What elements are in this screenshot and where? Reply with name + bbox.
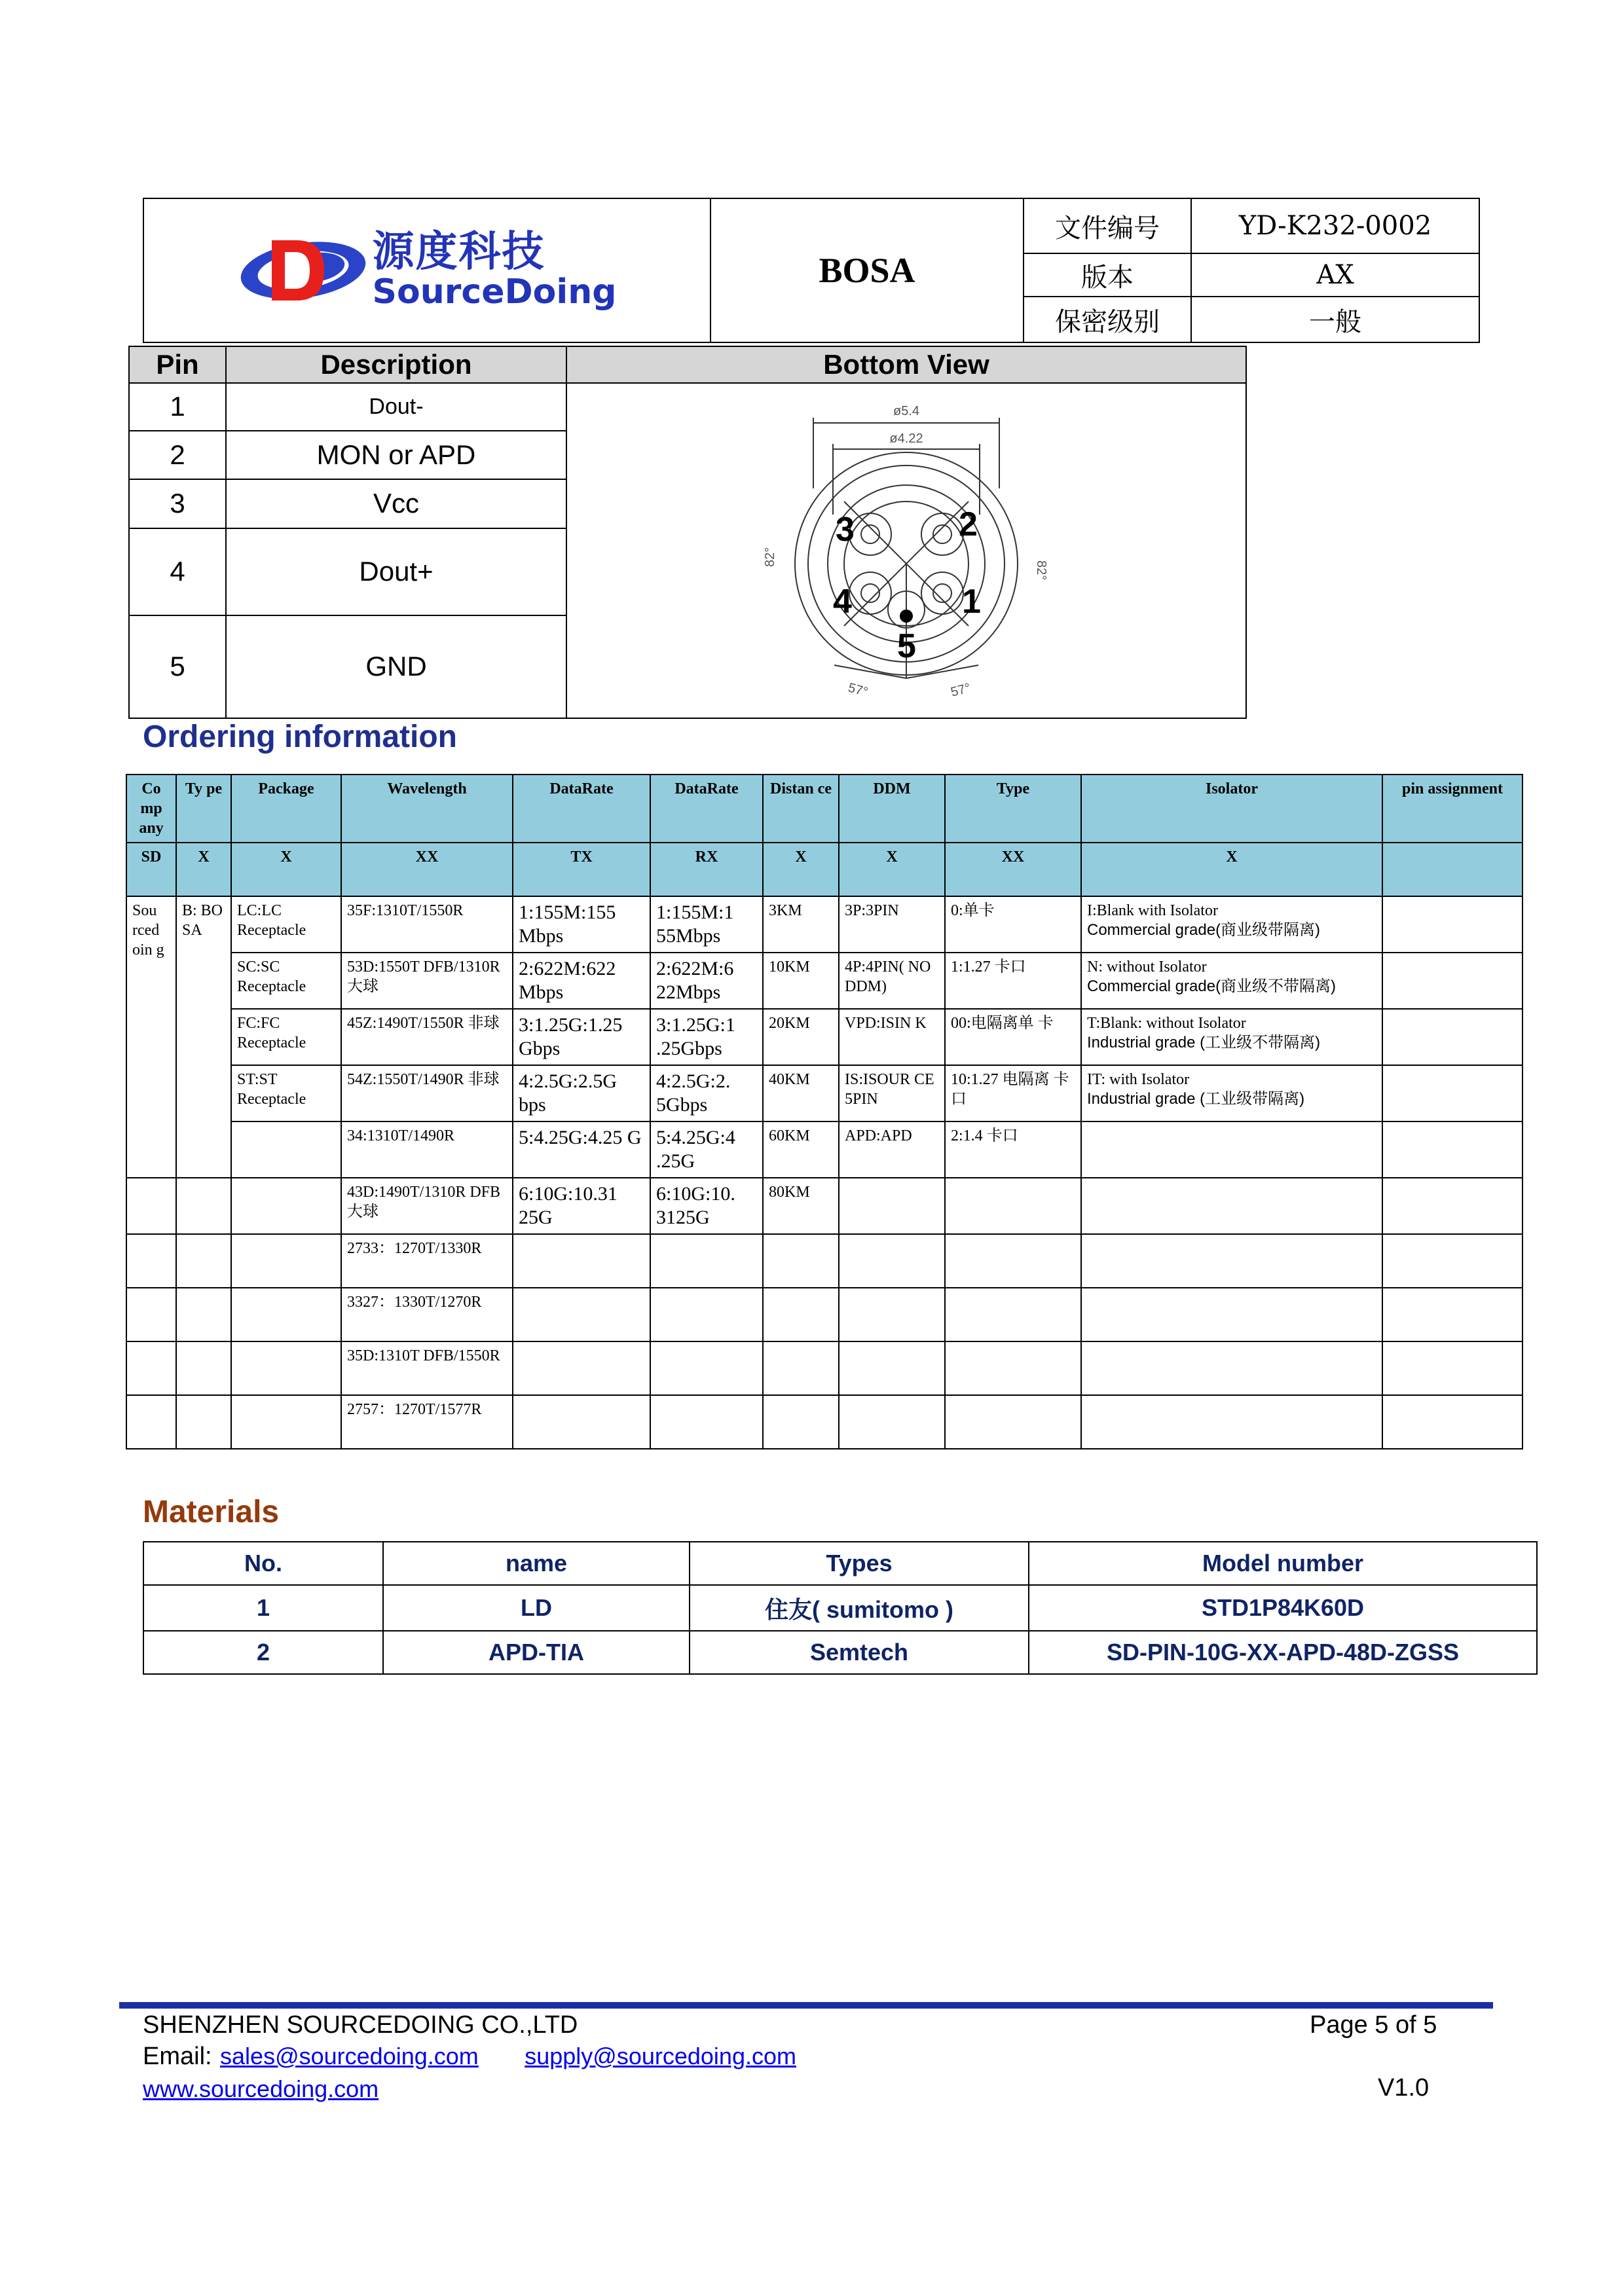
pin-1-circle [921,572,963,614]
table-row [126,1065,1522,1121]
type-cell: B: BO SA [176,896,231,1178]
description-header: Description [226,346,566,383]
table-row [126,896,1522,953]
version-label: 版本 [1024,253,1191,297]
package-cell: ST:ST Receptacle [231,1065,341,1121]
isolator-cell [1081,953,1382,1009]
pin-description: Dout- [226,383,566,431]
pin-number: 3 [129,479,226,528]
bottom-view-diagram [762,384,1050,718]
footer-divider [119,2002,1493,2009]
ddm-cell: 3P:3PIN [839,896,945,953]
pin-assignment-cell [1382,896,1522,953]
type2-cell: 2:1.4 卡口 [945,1121,1081,1178]
pin-header: Pin [129,346,226,383]
footer-email-line [143,2043,796,2071]
order-code-company: SD [126,843,176,896]
order-header-isolator: Isolator [1081,774,1382,843]
package-cell: FC:FC Receptacle [231,1009,341,1065]
rx-cell: 5:4.25G:4 .25G [650,1121,763,1178]
order-header-ddm: DDM [839,774,945,843]
wavelength-cell: 45Z:1490T/1550R 非球 [341,1009,513,1065]
pin-label-1: 1 [962,583,981,621]
doc-number-label: 文件编号 [1024,198,1191,253]
distance-cell: 20KM [763,1009,839,1065]
pin-description: Dout+ [226,528,566,615]
pin-table [128,346,1247,719]
ddm-cell: IS:ISOUR CE 5PIN [839,1065,945,1121]
sourcedoing-logo-icon [238,225,369,316]
pin-number: 1 [129,383,226,431]
material-types: Semtech [690,1631,1029,1674]
table-row [126,1234,1522,1288]
pin-number: 5 [129,615,226,718]
angle-right-label: 82° [1034,560,1048,581]
rx-cell: 2:622M:6 22Mbps [650,953,763,1009]
package-cell: SC:SC Receptacle [231,953,341,1009]
materials-header-model: Model number [1029,1542,1537,1585]
pin-assignment-cell [1382,1009,1522,1065]
logo-cell [143,198,710,342]
type2-cell: 10:1.27 电隔离 卡口 [945,1065,1081,1121]
isolator-line-1: N: without Isolator [1087,958,1207,975]
order-code-pin [1382,843,1522,896]
pin-label-5: 5 [897,627,916,665]
wavelength-cell: 35F:1310T/1550R [341,896,513,953]
order-header-type: Ty pe [176,774,231,843]
pin-description: MON or APD [226,431,566,480]
ddm-cell: APD:APD [839,1121,945,1178]
pin-number: 2 [129,431,226,480]
sales-email-link[interactable]: sales@sourcedoing.com [220,2043,479,2069]
rx-cell: 3:1.25G:1 .25Gbps [650,1009,763,1065]
isolator-cell [1081,896,1382,953]
pin-number: 4 [129,528,226,615]
table-row [143,1631,1537,1674]
distance-cell: 3KM [763,896,839,953]
distance-cell: 10KM [763,953,839,1009]
order-code-type2: XX [945,843,1081,896]
footer-email-label: Email: [143,2043,212,2070]
materials-title: Materials [143,1495,280,1529]
order-code-rx: RX [650,843,763,896]
distance-cell: 60KM [763,1121,839,1178]
materials-header-types: Types [690,1542,1029,1585]
isolator-cell [1081,1009,1382,1065]
tx-cell: 6:10G:10.31 25G [513,1178,650,1234]
logo-chinese-text: 源度科技 [372,228,545,277]
ordering-title: Ordering information [143,720,457,754]
order-header-package: Package [231,774,341,843]
isolator-line-2: Industrial grade (工业级不带隔离) [1087,1034,1321,1051]
wavelength-cell: 3327：1330T/1270R [341,1288,513,1341]
tx-cell: 2:622M:622 Mbps [513,953,650,1009]
order-header-company: Co mp any [126,774,176,843]
bottom-view-cell [566,383,1246,718]
distance-cell: 80KM [763,1178,839,1234]
pin-4-circle [849,572,891,614]
bottom-view-header: Bottom View [566,346,1246,383]
angle-bottom-right-label: 57° [949,680,972,700]
type2-cell: 1:1.27 卡口 [945,953,1081,1009]
distance-cell: 40KM [763,1065,839,1121]
footer-company: SHENZHEN SOURCEDOING CO.,LTD [143,2011,578,2039]
version-value: AX [1191,253,1479,297]
material-no: 2 [143,1631,383,1674]
pin-description: GND [226,615,566,718]
isolator-line-2: Commercial grade(商业级带隔离) [1087,921,1321,939]
type2-cell: 00:电隔离单 卡 [945,1009,1081,1065]
order-code-tx: TX [513,843,650,896]
order-code-type: X [176,843,231,896]
materials-header-no: No. [143,1542,383,1585]
company-cell: Sou rced oin g [126,896,176,1178]
table-row [126,1178,1522,1234]
doc-number-value: YD-K232-0002 [1191,198,1479,253]
tx-cell: 3:1.25G:1.25 Gbps [513,1009,650,1065]
pin-label-3: 3 [836,511,855,549]
isolator-line-2: Industrial grade (工业级带隔离) [1087,1090,1305,1108]
wavelength-cell: 53D:1550T DFB/1310R 大球 [341,953,513,1009]
pin-label-2: 2 [959,505,978,543]
materials-header-name: name [383,1542,690,1585]
order-header-type2: Type [945,774,1081,843]
order-code-distance: X [763,843,839,896]
pin-description: Vcc [226,479,566,528]
order-code-wavelength: XX [341,843,513,896]
order-code-package: X [231,843,341,896]
table-row [126,953,1522,1009]
dim-inner-label: ø4.22 [889,431,923,446]
order-code-isolator: X [1081,843,1382,896]
order-header-pin-assignment: pin assignment [1382,774,1522,843]
website-link[interactable]: www.sourcedoing.com [143,2075,379,2102]
pin-assignment-cell [1382,1065,1522,1121]
logo-english-text: SourceDoing [372,272,617,312]
table-row [126,1121,1522,1178]
isolator-cell [1081,1121,1382,1178]
order-header-distance: Distan ce [763,774,839,843]
package-cell [231,1121,341,1178]
order-header-datarate-tx: DataRate [513,774,650,843]
rx-cell: 1:155M:1 55Mbps [650,896,763,953]
isolator-line-1: T:Blank: without Isolator [1087,1015,1246,1032]
ddm-cell: VPD:ISIN K [839,1009,945,1065]
rx-cell: 4:2.5G:2. 5Gbps [650,1065,763,1121]
footer-version: V1.0 [1378,2074,1430,2102]
product-name: BOSA [710,198,1024,342]
order-header-datarate-rx: DataRate [650,774,763,843]
pin-2-circle [921,513,963,555]
tx-cell: 5:4.25G:4.25 G [513,1121,650,1178]
wavelength-cell: 34:1310T/1490R [341,1121,513,1178]
tx-cell: 4:2.5G:2.5G bps [513,1065,650,1121]
wavelength-cell: 2757：1270T/1577R [341,1395,513,1449]
materials-table [143,1541,1538,1675]
material-name: APD-TIA [383,1631,690,1674]
table-row [126,1341,1522,1395]
material-model: SD-PIN-10G-XX-APD-48D-ZGSS [1029,1631,1537,1674]
dim-outer-label: ø5.4 [893,404,920,418]
isolator-line-1: I:Blank with Isolator [1087,902,1218,919]
angle-bottom-left-label: 57° [846,680,870,700]
wavelength-cell: 54Z:1550T/1490R 非球 [341,1065,513,1121]
order-header-wavelength: Wavelength [341,774,513,843]
document-header [143,198,1480,343]
wavelength-cell: 43D:1490T/1310R DFB 大球 [341,1178,513,1234]
rx-cell: 6:10G:10. 3125G [650,1178,763,1234]
pin-5-dot [900,610,913,623]
material-no: 1 [143,1585,383,1631]
pin-label-4: 4 [833,583,852,621]
supply-email-link[interactable]: supply@sourcedoing.com [525,2043,796,2069]
pin-assignment-cell [1382,953,1522,1009]
footer-page-number: Page 5 of 5 [1310,2011,1437,2039]
table-row [126,1395,1522,1449]
package-cell: LC:LC Receptacle [231,896,341,953]
security-label: 保密级别 [1024,297,1191,342]
angle-left-label: 82° [763,547,777,567]
material-types: 住友( sumitomo ) [690,1585,1029,1631]
table-row [143,1585,1537,1631]
isolator-cell [1081,1065,1382,1121]
pin-3-circle [849,513,891,555]
table-row [126,1288,1522,1341]
type2-cell: 0:单卡 [945,896,1081,953]
material-name: LD [383,1585,690,1631]
ordering-table [126,774,1523,1449]
order-code-ddm: X [839,843,945,896]
wavelength-cell: 35D:1310T DFB/1550R [341,1341,513,1395]
table-row [126,1009,1522,1065]
ddm-cell: 4P:4PIN( NO DDM) [839,953,945,1009]
tx-cell: 1:155M:155 Mbps [513,896,650,953]
wavelength-cell: 2733：1270T/1330R [341,1234,513,1288]
material-model: STD1P84K60D [1029,1585,1537,1631]
isolator-line-2: Commercial grade(商业级不带隔离) [1087,977,1337,995]
security-value: 一般 [1191,297,1479,342]
pin-assignment-cell [1382,1121,1522,1178]
isolator-line-1: IT: with Isolator [1087,1071,1190,1088]
